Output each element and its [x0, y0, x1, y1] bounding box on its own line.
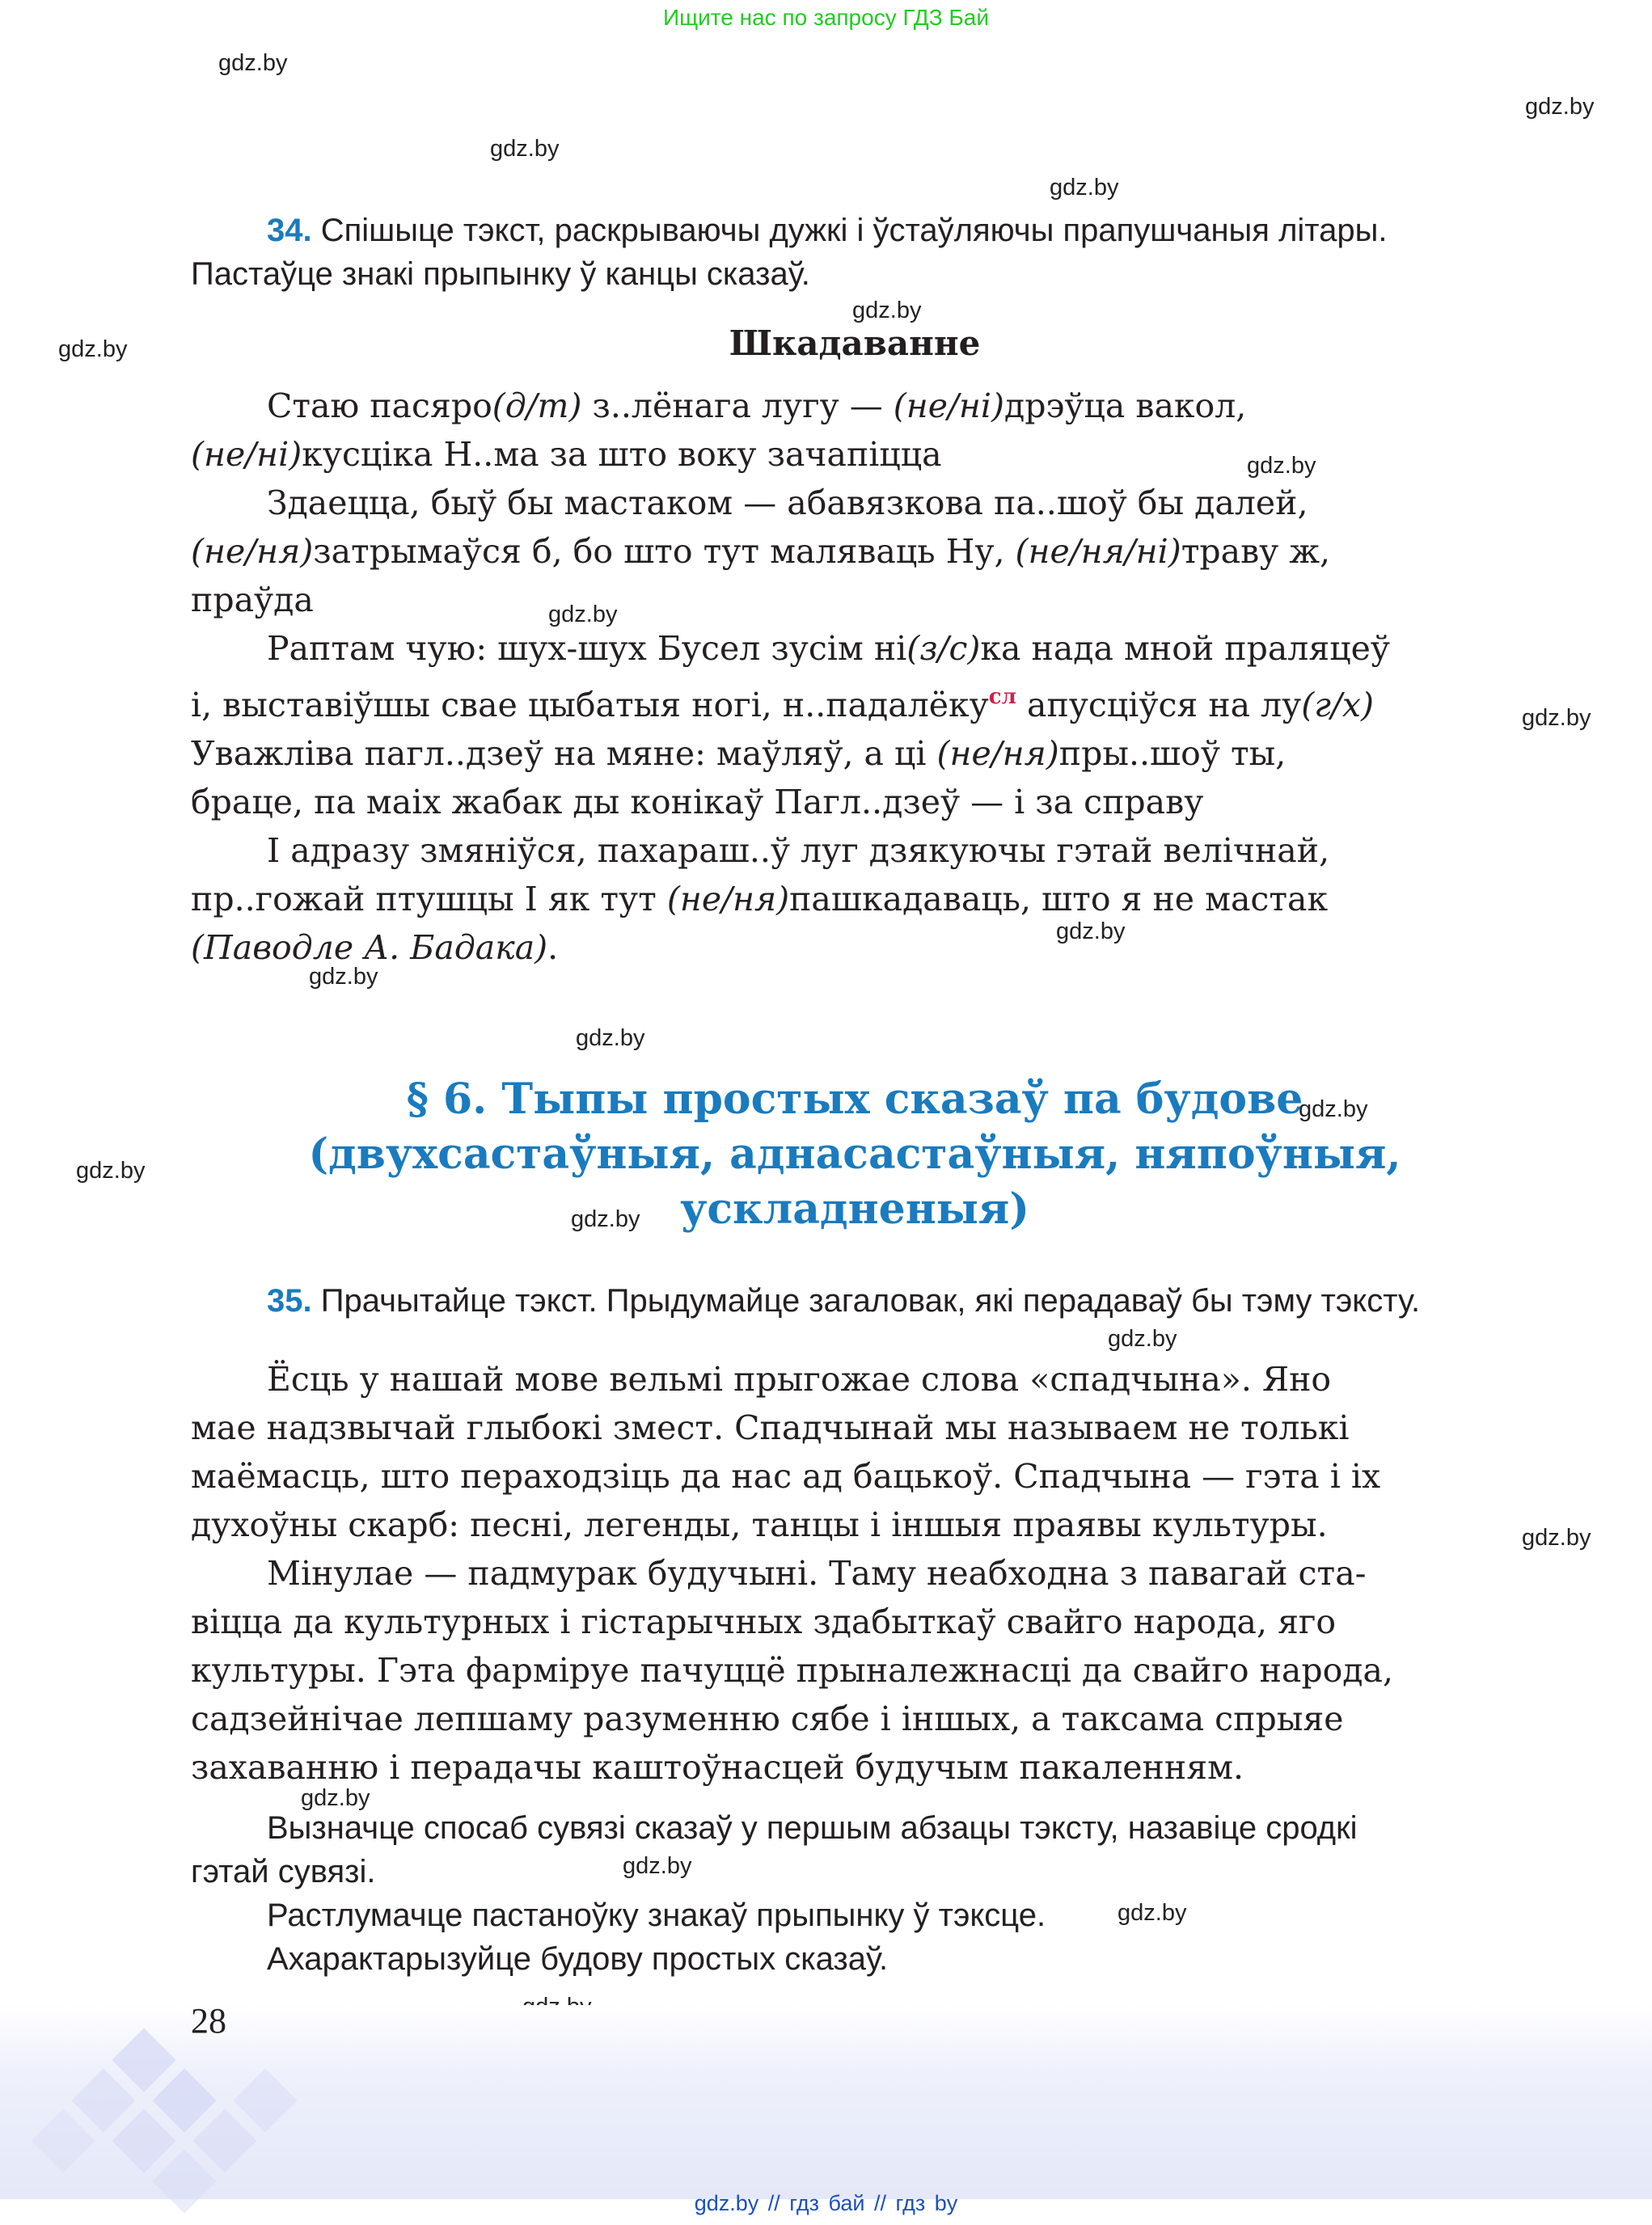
questions [191, 1806, 1519, 1981]
text-fragment: апусціўся на лу [1016, 686, 1302, 724]
choice-fragment: (не/ня/ні) [1015, 532, 1181, 571]
diamond-decoration [152, 2068, 216, 2132]
text-fragment: і, выставіўшы свае цыбатыя ногі, н..падалёку [191, 686, 989, 724]
text-line: праўда [191, 581, 314, 619]
watermark: gdz.by [301, 1785, 370, 1811]
question: гэтай сувязі. [191, 1854, 376, 1889]
text-fragment: пры..шоў ты, [1058, 734, 1287, 773]
watermark: gdz.by [490, 136, 560, 162]
watermark: gdz.by [852, 298, 922, 323]
section-title-line: § 6. Тыпы простых сказаў па будове [406, 1075, 1303, 1124]
text-title: Шкадаванне [729, 323, 981, 363]
diamond-decoration [71, 2068, 135, 2132]
text-line: садзейнічае лепшаму разуменню сябе і іншых, а таксама спрыяе [191, 1699, 1344, 1738]
watermark: gdz.by [548, 602, 618, 627]
footnote-marker: сл [988, 685, 1016, 709]
text-fragment: . [547, 928, 559, 967]
choice-fragment: (з/с) [906, 629, 981, 668]
text-body [191, 382, 1519, 972]
question: Ахарактарызуйце будову простых сказаў. [267, 1941, 889, 1977]
watermark: gdz.by [58, 336, 128, 362]
watermark: gdz.by [309, 964, 378, 990]
task-number: 35. [267, 1283, 312, 1319]
text-line: віцца да культурных і гістарычных здабыткаў свайго народа, яго [191, 1602, 1337, 1641]
text-fragment: траву ж, [1181, 532, 1331, 571]
text-line: Мінулае — падмурак будучыні. Таму неабходна з павагай ста- [267, 1554, 1367, 1593]
text-fragment: пр..гожай птушцы І як тут [191, 880, 667, 918]
choice-fragment: (не/ня) [936, 734, 1059, 773]
section-title [191, 1072, 1519, 1237]
text-fragment: з..лёнага лугу — [581, 386, 894, 425]
choice-fragment: (не/ня) [191, 532, 314, 571]
choice-fragment: (не/ні) [191, 435, 302, 474]
task-34 [191, 209, 1519, 296]
diamond-decoration [112, 2028, 175, 2092]
watermark: gdz.by [1108, 1326, 1177, 1352]
text-line: захаванню і перадачы каштоўнасцей будучым пакаленням. [191, 1748, 1244, 1787]
watermark: gdz.by [1525, 94, 1595, 120]
choice-fragment: (д/т) [492, 386, 582, 425]
paragraph: Здаецца, быў бы мастаком — абавязкова па..шоў бы далей, [267, 483, 1308, 522]
source-attribution: (Паводле А. Бадака) [191, 928, 548, 967]
watermark: gdz.by [1522, 705, 1591, 731]
paragraph [191, 624, 1519, 673]
watermark: gdz.by [571, 1206, 640, 1232]
paragraph: І адразу змяніўся, пахараш..ў луг дзякуючы гэтай велічнай, [267, 831, 1330, 870]
text-line: браце, па маіх жабак ды конікаў Пагл..дзеў — і за справу [191, 783, 1204, 821]
section-title-line: ускладненыя) [680, 1184, 1029, 1234]
choice-fragment: (г/х) [1301, 686, 1374, 724]
diamond-decoration [112, 2109, 175, 2172]
text-line: духоўны скарб: песні, легенды, танцы і іншыя праявы культуры. [191, 1505, 1328, 1544]
watermark: gdz.by [218, 50, 288, 76]
question: Растлумачце пастаноўку знакаў прыпынку ў тэксце. [267, 1898, 1046, 1933]
task-text: Пастаўце знакі прыпынку ў канцы сказаў. [191, 256, 810, 292]
text-line: культуры. Гэта фарміруе пачуццё прыналежнасці да свайго народа, [191, 1651, 1394, 1690]
text-fragment: Стаю пасяро [267, 386, 492, 425]
text-fragment: кусціка Н..ма за што воку зачапіцца [302, 435, 942, 474]
diamond-decoration [233, 2068, 297, 2132]
task-text: Спішыце тэкст, раскрываючы дужкі і ўстаўляючы прапушчаныя літары. [320, 213, 1388, 248]
text-fragment: ка нада мной праляцеў [980, 629, 1390, 668]
text-fragment: Уважліва пагл..дзеў на мяне: маўляў, а ці [191, 734, 937, 773]
watermark: gdz.by [1118, 1900, 1187, 1926]
bottom-links[interactable]: gdz.by // гдз бай // гдз by [694, 2191, 958, 2215]
text-line: маёмасць, што пераходзіць да нас ад бацькоў. Спадчына — гэта і іх [191, 1457, 1381, 1496]
footer-decoration [0, 2005, 1652, 2199]
page-number: 28 [191, 2001, 226, 2041]
diamond-decoration [31, 2109, 95, 2172]
watermark: gdz.by [1247, 453, 1316, 479]
task-text: Прачытайце тэкст. Прыдумайце загаловак, які перадаваў бы тэму тэксту. [320, 1283, 1421, 1319]
text-line: Ёсць у нашай мове вельмі прыгожае слова «спадчына». Яно [267, 1360, 1332, 1399]
text-fragment: пашкадаваць, што я не мастак [789, 880, 1329, 918]
watermark: gdz.by [1050, 175, 1119, 201]
text-line: мае надзвычай глыбокі змест. Спадчынай мы называем не толькі [191, 1408, 1350, 1447]
text-fragment: дрэўца вакол, [1003, 386, 1247, 425]
text-body [191, 1355, 1519, 1792]
watermark: gdz.by [576, 1025, 645, 1051]
task-number: 34. [267, 213, 312, 248]
task-35 [267, 1279, 1420, 1323]
choice-fragment: (не/ні) [893, 386, 1004, 425]
top-banner: Ищите нас по запросу ГДЗ Бай [662, 5, 990, 30]
text-fragment: затрымаўся б, бо што тут маляваць Ну, [313, 532, 1016, 571]
section-title-line: (двухсастаўныя, аднасастаўныя, няпоўныя, [308, 1129, 1401, 1179]
choice-fragment: (не/ня) [666, 880, 790, 918]
watermark: gdz.by [623, 1853, 692, 1879]
watermark: gdz.by [76, 1158, 146, 1184]
text-fragment: Раптам чую: шух-шух Бусел зусім ні [267, 629, 907, 668]
paragraph [191, 382, 1519, 430]
watermark: gdz.by [1056, 918, 1126, 944]
diamond-decoration [192, 2109, 256, 2172]
watermark: gdz.by [1522, 1525, 1591, 1551]
question: Вызначце спосаб сувязі сказаў у першым абзацы тэксту, назавіце сродкі [267, 1810, 1358, 1846]
watermark: gdz.by [1299, 1096, 1368, 1122]
